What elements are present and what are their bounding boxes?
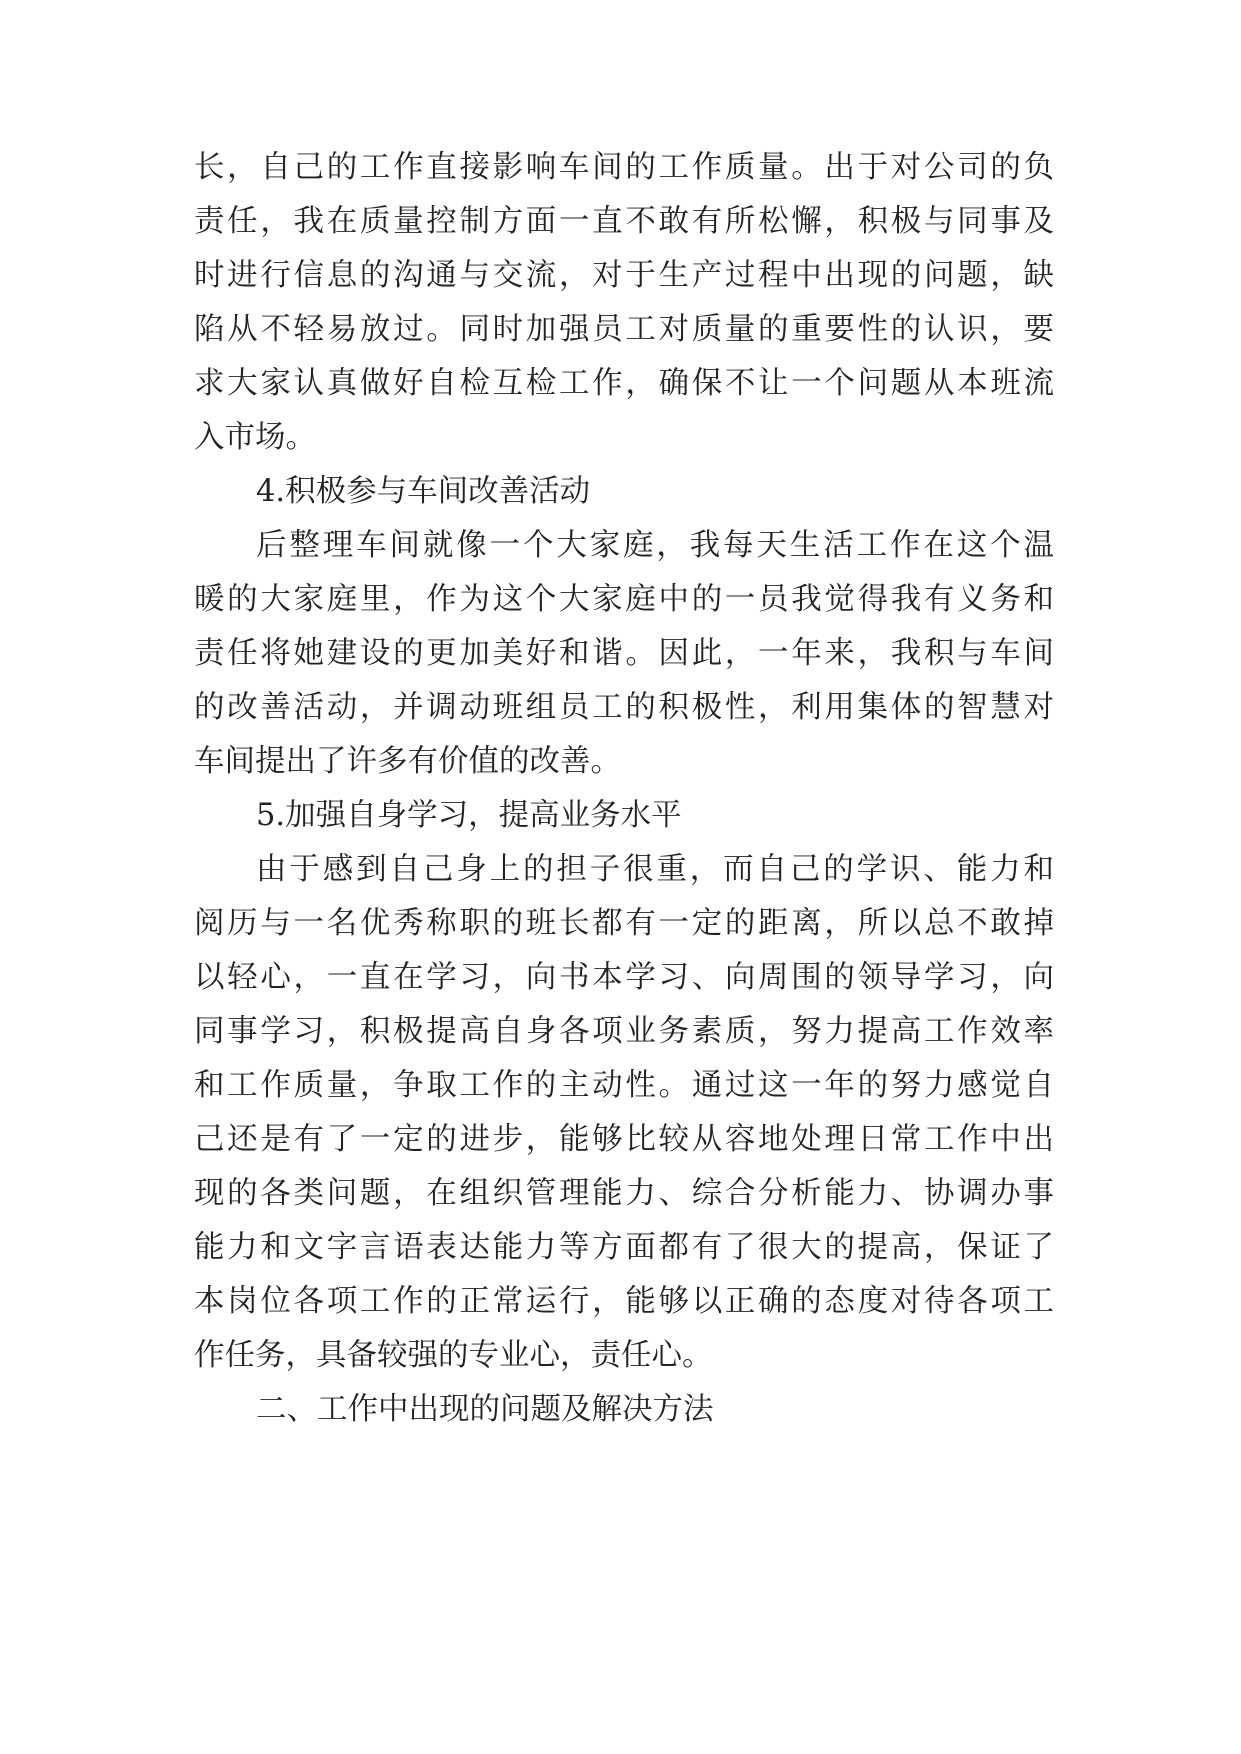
section-heading: 二、工作中出现的问题及解决方法 <box>256 1392 714 1427</box>
body-text-line: 能力和文字言语表达能力等方面都有了很大的提高，保证了 <box>194 1230 1054 1265</box>
section-heading: 4.积极参与车间改善活动 <box>256 474 591 509</box>
body-text-line: 同事学习，积极提高自身各项业务素质，努力提高工作效率 <box>194 1014 1054 1049</box>
body-text-line: 现的各类问题，在组织管理能力、综合分析能力、协调办事 <box>194 1176 1054 1211</box>
body-text-line: 本岗位各项工作的正常运行，能够以正确的态度对待各项工 <box>194 1284 1054 1319</box>
body-text-line: 和工作质量，争取工作的主动性。通过这一年的努力感觉自 <box>194 1068 1054 1103</box>
body-text-line: 以轻心，一直在学习，向书本学习、向周围的领导学习，向 <box>194 960 1054 995</box>
body-text-line: 入市场。 <box>194 420 316 455</box>
body-text-line: 阅历与一名优秀称职的班长都有一定的距离，所以总不敢掉 <box>194 906 1054 941</box>
body-text-line: 车间提出了许多有价值的改善。 <box>194 744 621 779</box>
body-text-line: 由于感到自己身上的担子很重，而自己的学识、能力和 <box>256 852 1054 887</box>
body-text-line: 责任将她建设的更加美好和谐。因此，一年来，我积与车间 <box>194 636 1054 671</box>
body-text-line: 己还是有了一定的进步，能够比较从容地处理日常工作中出 <box>194 1122 1054 1157</box>
body-text-line: 的改善活动，并调动班组员工的积极性，利用集体的智慧对 <box>194 690 1054 725</box>
body-text-line: 后整理车间就像一个大家庭，我每天生活工作在这个温 <box>256 528 1054 563</box>
section-heading: 5.加强自身学习，提高业务水平 <box>256 798 682 833</box>
body-text-line: 暖的大家庭里，作为这个大家庭中的一员我觉得我有义务和 <box>194 582 1054 617</box>
body-text-line: 时进行信息的沟通与交流，对于生产过程中出现的问题，缺 <box>194 258 1054 293</box>
body-text-line: 作任务，具备较强的专业心，责任心。 <box>194 1338 713 1373</box>
body-text-line: 求大家认真做好自检互检工作，确保不让一个问题从本班流 <box>194 366 1054 401</box>
body-text-line: 长，自己的工作直接影响车间的工作质量。出于对公司的负 <box>194 150 1054 185</box>
body-text-line: 陷从不轻易放过。同时加强员工对质量的重要性的认识，要 <box>194 312 1054 347</box>
body-text-line: 责任，我在质量控制方面一直不敢有所松懈，积极与同事及 <box>194 204 1054 239</box>
